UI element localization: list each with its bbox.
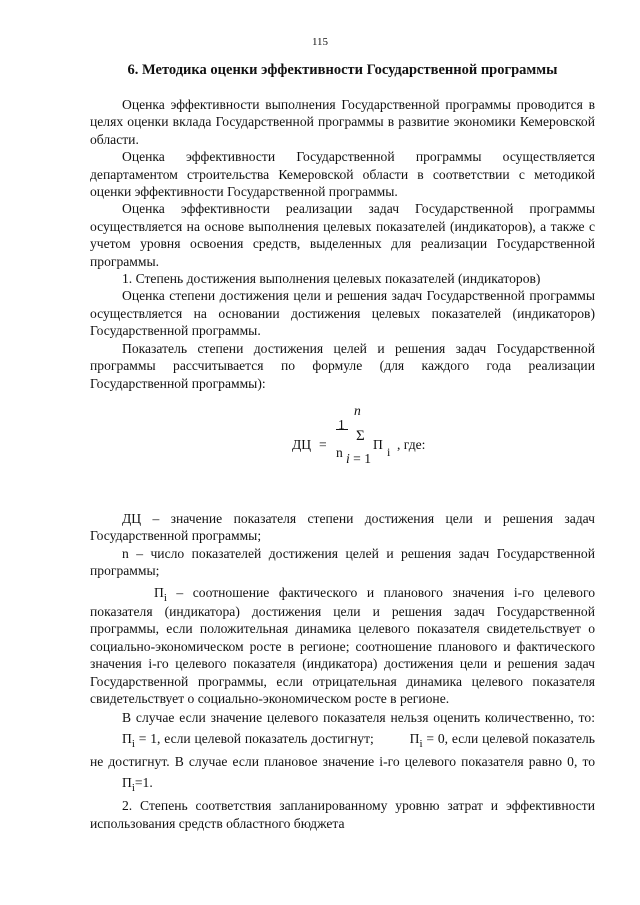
pi-symbol — [90, 772, 135, 795]
sum-sign: Σ — [356, 427, 365, 444]
paragraph: Оценка эффективности выполнения Государственной программы проводится в целях оценки вклада Государственной программы в развитие экономики Кемеровской области. — [90, 97, 595, 147]
sum-index-start: = 1 — [349, 450, 372, 466]
pi-symbol — [90, 728, 135, 751]
fraction-bar — [336, 429, 348, 431]
subsection-title: 1. Степень достижения выполнения целевых показателей (индикаторов) — [122, 271, 541, 287]
sum-upper-limit: n — [354, 402, 361, 418]
pi-letter: П — [122, 775, 132, 791]
pi-definition-text: – соотношение фактического и планового значения i-го целевого показателя (индикатора) достижения цели и решения задач Государственной программы, если положительная динамика целевого показателя свидетельствует о социально-экономическом росте в регионе; соотношение планового и фактического значения i-го целевого показателя (индикатора) достижения цели и решения задач Государственной программы, если отрицательная динамика целевого показателя свидетельствует о социально-экономическом росте в регионе. — [90, 584, 595, 706]
case-text-2: = 1, если целевой показатель достигнут; — [134, 731, 378, 747]
pi-sub: i — [419, 738, 423, 751]
sum-index: i — [346, 450, 350, 466]
pi-sub: i — [131, 782, 135, 795]
formula-term-sub: i — [387, 444, 391, 459]
case-text-3: = 0, если целевой показатель не достигнут. В случае если плановое значение i-го целевого показателя равно 0, то — [90, 731, 595, 770]
paragraph: Оценка эффективности реализации задач Государственной программы осуществляется на основе выполнения целевых показателей (индикаторов), а также с учетом уровня освоения средств, выделенных для реализации Государственной программы. — [90, 201, 595, 269]
paragraph: Оценка степени достижения цели и решения задач Государственной программы осуществляется на основании достижения целевых показателей (индикаторов) Государственной программы. — [90, 288, 595, 339]
formula-tail: , где: — [397, 436, 426, 452]
definition: n – число показателей достижения целей и решения задач Государственной программы; — [90, 545, 595, 579]
formula-numerator: 1 — [338, 416, 345, 432]
formula-lhs: ДЦ — [292, 436, 312, 452]
paragraph: Показатель степени достижения целей и решения задач Государственной программы рассчитывается по формуле (для каждого года реализации Государственной программы): — [90, 340, 595, 391]
document-body — [90, 96, 595, 832]
pi-symbol — [122, 584, 167, 603]
pi-letter: П — [409, 731, 420, 747]
section-heading: 6. Методика оценки эффективности Государственной программы — [127, 62, 558, 78]
case-text-4: =1. — [134, 775, 153, 791]
pi-sub: i — [131, 738, 135, 751]
paragraph: Оценка эффективности Государственной программы осуществляется департаментом строительства Кемеровской области в соответствии с методикой оценки эффективности Государственной программы. — [90, 149, 595, 200]
subsection-title: 2. Степень соответствия запланированному уровню затрат и эффективности использования средств областного бюджета — [90, 798, 595, 831]
case-text-1: В случае если значение целевого показателя нельзя оценить количественно, то: — [122, 710, 595, 726]
formula-term: П — [373, 436, 383, 452]
definition: ДЦ – значение показателя степени достижения цели и решения задач Государственной программы; — [90, 510, 595, 544]
pi-letter: П — [154, 584, 164, 600]
formula-denominator: n — [336, 444, 343, 460]
sum-lower-limit — [346, 450, 371, 467]
pi-sub: i — [163, 591, 167, 604]
pi-letter: П — [122, 731, 132, 747]
formula — [90, 402, 595, 480]
case-paragraph — [90, 707, 595, 795]
definition-pi — [90, 584, 595, 708]
page-number: 115 — [311, 36, 329, 48]
pi-symbol — [378, 728, 423, 751]
formula-equals: = — [319, 436, 327, 452]
